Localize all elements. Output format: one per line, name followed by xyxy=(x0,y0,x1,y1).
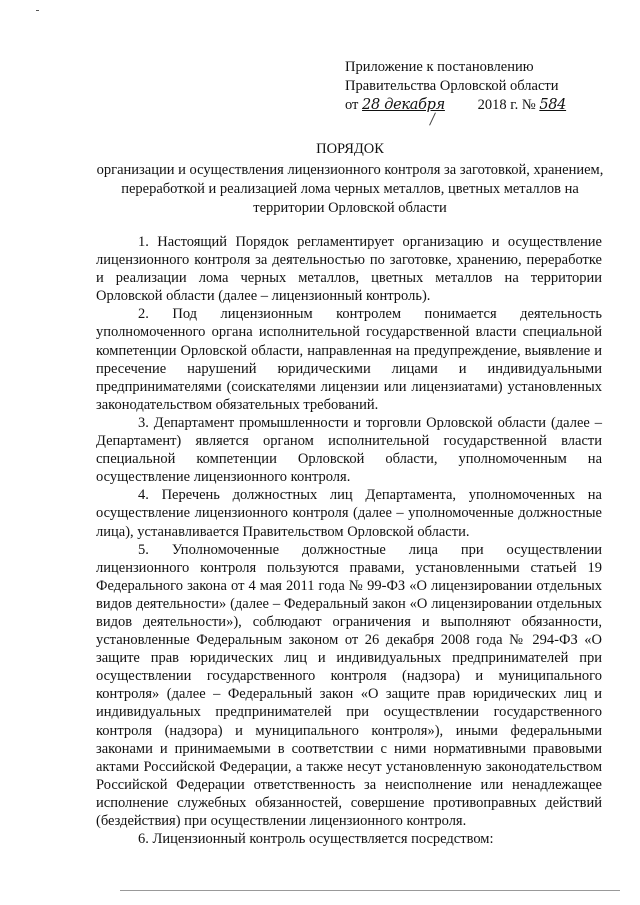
appendix-line-1: Приложение к постановлению xyxy=(345,59,534,75)
appendix-line-2: Правительства Орловской области xyxy=(345,78,559,94)
paragraph-5: 5. Уполномоченные должностные лица при осуществлении лицензионного контроля пользуются правами, установленными статьей 19 Федерального закона от 4 мая 2011 года № 99-ФЗ «О лицензировании отдельных видов деятельности» (далее – Федеральный закон «О лицензировании отдельных видов деятельности»), соблюдают ограничения и выполняют обязанности, установленные Федеральным законом от 26 декабря 2008 года № 294-ФЗ «О защите прав юридических лиц и индивидуальных предпринимателей при осуществлении государственного контроля (надзора) и муниципального контроля» (далее – Федеральный закон «О защите прав юридических лиц и индивидуальных предпринимателей при осуществлении государственного контроля (надзора) и муниципального контроля»), иными федеральными законами и принимаемыми в соответствии с ними нормативными правовыми актами Российской Федерации, а также несут установленную законодательством Российской Федерации ответственность за неисполнение или ненадлежащее исполнение служебных обязанностей, совершение противоправных действий (бездействия) при осуществлении лицензионного контроля. xyxy=(96,541,602,829)
appendix-date-line xyxy=(345,96,615,115)
paragraph-1: 1. Настоящий Порядок регламентирует организацию и осуществление лицензионного контроля за деятельностью по заготовке, хранению, переработке и реализации лома черных металлов, цветных металлов на территории Орловской области (далее – лицензионный контроль). xyxy=(96,234,602,305)
paragraph-2: 2. Под лицензионным контролем понимается деятельность уполномоченного органа исполнительной государственной власти специальной компетенции Орловской области, направленная на предупреждение, выявление и пресечение нарушений юридическими лицами и индивидуальными предпринимателями (соискателями лицензии или лицензиатами) установленных законодательством обязательных требований. xyxy=(96,306,602,413)
paragraph-4: 4. Перечень должностных лиц Департамента, уполномоченных на осуществление лицензионного контроля (далее – уполномоченные должностные лица), устанавливается Правительством Орловской области. xyxy=(96,487,602,540)
paragraph-6: 6. Лицензионный контроль осуществляется посредством: xyxy=(138,831,494,848)
paragraph-3: 3. Департамент промышленности и торговли Орловской области (далее – Департамент) является органом исполнительной государственной власти специальной компетенции Орловской области, уполномоченным на осуществление лицензионного контроля. xyxy=(96,414,602,486)
handwritten-number: 584 xyxy=(539,97,567,113)
handwritten-date: 28 декабря xyxy=(362,97,445,113)
document-title xyxy=(90,140,610,218)
title-subtitle: организации и осуществления лицензионного контроля за заготовкой, хранением, переработкой и реализацией лома черных металлов, цветных металлов на территории Орловской области xyxy=(96,162,604,216)
title-heading: ПОРЯДОК xyxy=(316,141,384,157)
document-body xyxy=(96,233,602,848)
date-prefix: от xyxy=(345,97,359,113)
scan-mark xyxy=(36,10,39,11)
page-bottom-edge xyxy=(120,890,620,891)
year-text: 2018 г. № xyxy=(477,97,536,113)
appendix-header xyxy=(345,58,615,115)
